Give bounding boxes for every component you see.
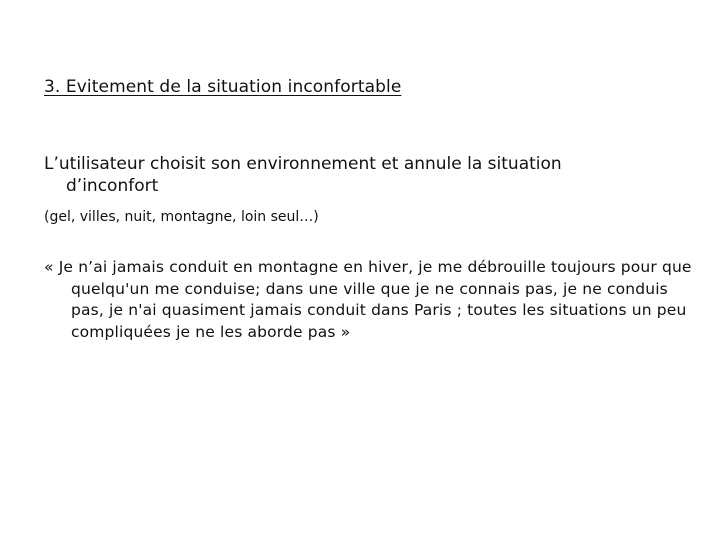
section-heading: 3. Evitement de la situation inconfortable: [44, 77, 402, 97]
interview-quote: « Je n’ai jamais conduit en montagne en hiver, je me débrouille toujours pour que quelqu'un me conduise; dans une ville que je ne connais pas, je ne conduis pas, je n'ai quasiment jamais conduit dans Paris ; toutes les situations un peu compliquées je ne les aborde pas »: [44, 258, 692, 341]
examples-note: (gel, villes, nuit, montagne, loin seul…): [44, 209, 319, 225]
body-paragraph: L’utilisateur choisit son environnement et annule la situation d’inconfort: [44, 154, 562, 196]
